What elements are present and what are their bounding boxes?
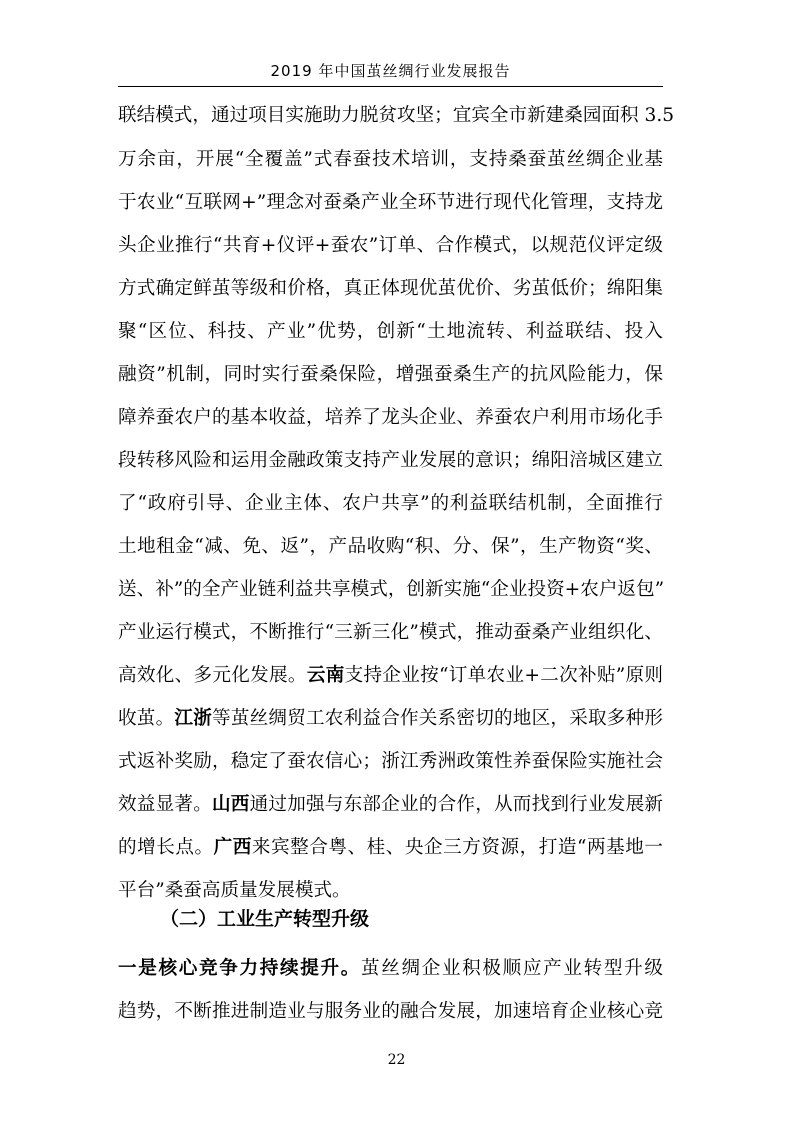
text-line	[118, 707, 663, 731]
text-run: 来宾整合粤、桂、央企三方资源，打造“两基地一	[251, 837, 663, 858]
text-run: 高效化、多元化发展。	[118, 665, 307, 686]
text-line: 产业运行模式，不断推行“三新三化”模式，推动蚕桑产业组织化、	[118, 622, 663, 643]
running-header: 2019 年中国茧丝绸行业发展报告	[270, 62, 511, 80]
region-name-guangxi: 广西	[213, 837, 252, 858]
text-line	[118, 836, 663, 860]
text-line	[118, 957, 663, 981]
text-line: 融资”机制，同时实行蚕桑保险，增强蚕桑生产的抗风险能力，保	[118, 364, 663, 385]
text-line: 头企业推行“共育+仪评+蚕农”订单、合作模式，以规范仪评定级	[118, 235, 663, 256]
text-line: 万余亩，开展“全覆盖”式春蚕技术培训，支持桑蚕茧丝绸企业基	[118, 149, 663, 170]
text-line: 平台”桑蚕高质量发展模式。	[118, 880, 351, 901]
text-line: 于农业“互联网+”理念对蚕桑产业全环节进行现代化管理，支持龙	[118, 192, 663, 213]
text-line	[118, 793, 663, 817]
text-run: 茧丝绸企业积极顺应产业转型升级	[360, 958, 663, 979]
page-number: 22	[387, 1052, 406, 1068]
text-line: 方式确定鲜茧等级和价格，真正体现优茧优价、劣茧低价；绵阳集	[118, 278, 663, 299]
region-name-jiangzhe: 江浙	[174, 708, 213, 729]
header-rule	[118, 86, 663, 87]
text-line: 聚“区位、科技、产业”优势，创新“土地流转、利益联结、投入	[118, 321, 663, 342]
text-run: 的增长点。	[118, 837, 214, 858]
text-line: 送、补”的全产业链利益共享模式，创新实施“企业投资+农户返包”	[118, 579, 665, 600]
text-line: 趋势，不断推进制造业与服务业的融合发展，加速培育企业核心竞	[118, 1001, 663, 1022]
text-line: 了“政府引导、企业主体、农户共享”的利益联结机制，全面推行	[118, 493, 663, 514]
text-run: 收茧。	[118, 708, 175, 729]
text-line: 段转移风险和运用金融政策支持产业发展的意识；绵阳涪城区建立	[118, 450, 663, 471]
section-heading: （二）工业生产转型升级	[160, 908, 370, 930]
text-line: 联结模式，通过项目实施助力脱贫攻坚；宜宾全市新建桑园面积 3.5	[118, 105, 675, 126]
text-run: 通过加强与东部企业的合作，从而找到行业发展新	[249, 794, 663, 815]
text-line	[118, 664, 663, 688]
text-run: 等茧丝绸贸工农利益合作关系密切的地区，采取多种形	[212, 708, 663, 729]
text-run: 支持企业按“订单农业+二次补贴”原则	[344, 665, 663, 686]
region-name-yunnan: 云南	[306, 665, 345, 686]
region-name-shanxi: 山西	[212, 794, 250, 815]
text-line: 土地租金“减、免、返”，产品收购“积、分、保”，生产物资“奖、	[118, 536, 663, 557]
text-line: 障养蚕农户的基本收益，培养了龙头企业、养蚕农户利用市场化手	[118, 407, 663, 428]
lead-phrase: 一是核心竞争力持续提升。	[118, 958, 361, 979]
text-run: 效益显著。	[118, 794, 212, 815]
text-line: 式返补奖励，稳定了蚕农信心；浙江秀洲政策性养蚕保险实施社会	[118, 751, 663, 772]
